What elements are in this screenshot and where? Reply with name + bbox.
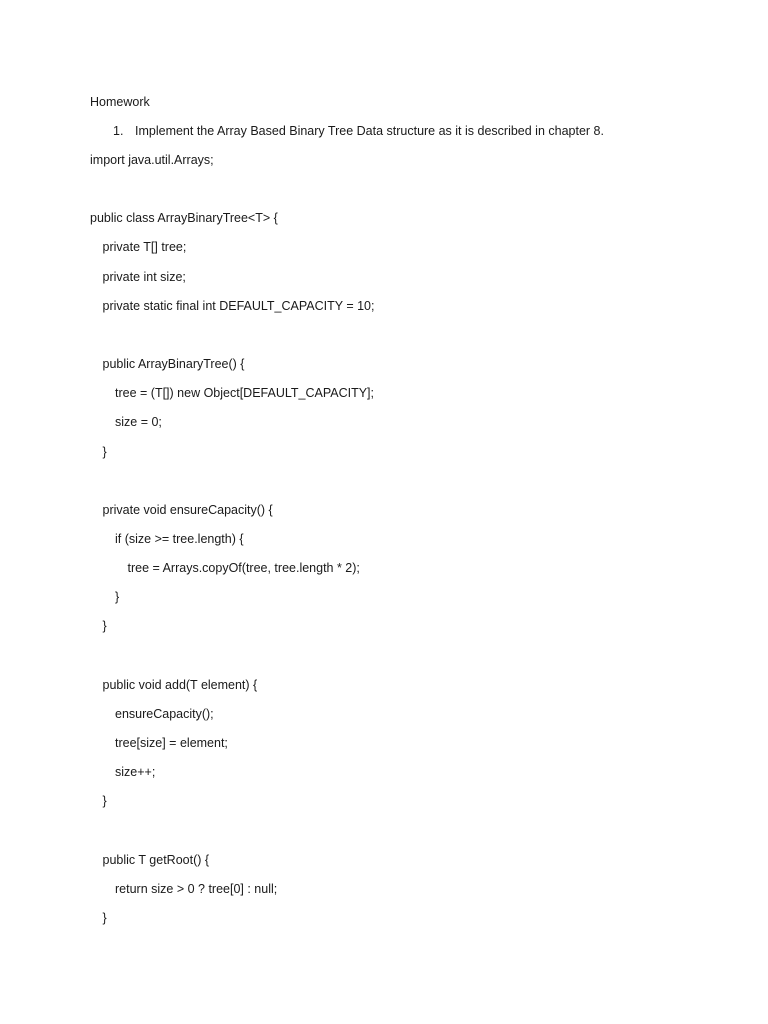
code-line: tree = (T[]) new Object[DEFAULT_CAPACITY]; bbox=[115, 386, 374, 400]
code-line: } bbox=[115, 590, 120, 604]
code-line: ensureCapacity(); bbox=[115, 707, 214, 721]
code-line: private int size; bbox=[102, 270, 186, 284]
code-line: import java.util.Arrays; bbox=[90, 153, 214, 167]
list-item-number: 1. bbox=[113, 124, 124, 138]
document-heading: Homework bbox=[90, 95, 150, 109]
code-line: size++; bbox=[115, 765, 156, 779]
code-line: tree[size] = element; bbox=[115, 736, 228, 750]
code-line: tree = Arrays.copyOf(tree, tree.length * 2); bbox=[127, 561, 360, 575]
code-line: size = 0; bbox=[115, 415, 162, 429]
code-line: public void add(T element) { bbox=[102, 678, 258, 692]
list-item-text: Implement the Array Based Binary Tree Data structure as it is described in chapter 8. bbox=[135, 124, 604, 138]
code-line: } bbox=[102, 445, 107, 459]
code-line: public class ArrayBinaryTree<T> { bbox=[90, 211, 278, 225]
code-line: if (size >= tree.length) { bbox=[115, 532, 244, 546]
code-line: public ArrayBinaryTree() { bbox=[102, 357, 245, 371]
code-line: } bbox=[102, 794, 107, 808]
code-line: private void ensureCapacity() { bbox=[102, 503, 273, 517]
code-line: private static final int DEFAULT_CAPACITY = 10; bbox=[102, 299, 375, 313]
code-line: public T getRoot() { bbox=[102, 853, 210, 867]
code-line: } bbox=[102, 619, 107, 633]
code-line: private T[] tree; bbox=[102, 240, 187, 254]
code-line: return size > 0 ? tree[0] : null; bbox=[115, 882, 278, 896]
code-line: } bbox=[102, 911, 107, 925]
